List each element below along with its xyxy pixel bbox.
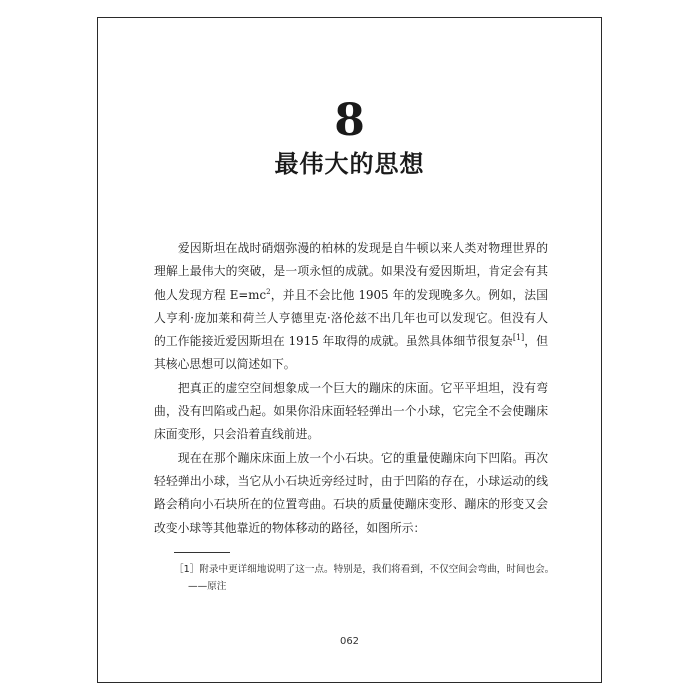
footnote-divider xyxy=(174,552,230,553)
paragraph-1-text-c: ，但其核心思想可以简述如下。 xyxy=(154,334,548,372)
superscript-2: 2 xyxy=(266,287,271,296)
body-text xyxy=(154,237,548,540)
chapter-title: 最伟大的思想 xyxy=(274,150,425,178)
paragraph-1-text-a: 爱因斯坦在战时硝烟弥漫的柏林的发现是自牛顿以来人类对物理世界的理解上最伟大的突破，是一项永恒的成就。如果没有爱因斯坦，肯定会有其他人发现方程 E=mc xyxy=(154,241,548,302)
book-page xyxy=(97,17,602,683)
paragraph-2: 把真正的虚空空间想象成一个巨大的蹦床的床面。它平平坦坦，没有弯曲，没有凹陷或凸起。如果你沿床面轻轻弹出一个小球，它完全不会使蹦床床面变形，只会沿着直线前进。 xyxy=(154,380,548,442)
page-number: 062 xyxy=(339,636,360,647)
chapter-number: 8 xyxy=(334,95,365,146)
paragraph-1 xyxy=(154,237,548,377)
footnote-text: ［1］附录中更详细地说明了这一点。特别是，我们将看到，不仅空间会弯曲，时间也会。 xyxy=(174,564,555,575)
footnote xyxy=(174,561,574,595)
paragraph-3: 现在在那个蹦床床面上放一个小石块。它的重量使蹦床向下凹陷。再次轻轻弹出小球，当它从小石块近旁经过时，由于凹陷的存在，小球运动的线路会稍向小石块所在的位置弯曲。石块的质量使蹦床变形、蹦床的形变又会改变小球等其他靠近的物体移动的路径，如图所示： xyxy=(154,450,548,535)
footnote-credit: ——原注 xyxy=(188,581,227,592)
footnote-reference: [1] xyxy=(512,333,525,343)
paragraph-1-text-b: ，并且不会比他 1905 年的发现晚多久。例如，法国人亨利·庞加莱和荷兰人亨德里克·洛伦兹不出几年也可以发现它。但没有人的工作能接近爱因斯坦在 1915 年取得的成就。虽然具体细节很复杂 xyxy=(154,287,548,349)
